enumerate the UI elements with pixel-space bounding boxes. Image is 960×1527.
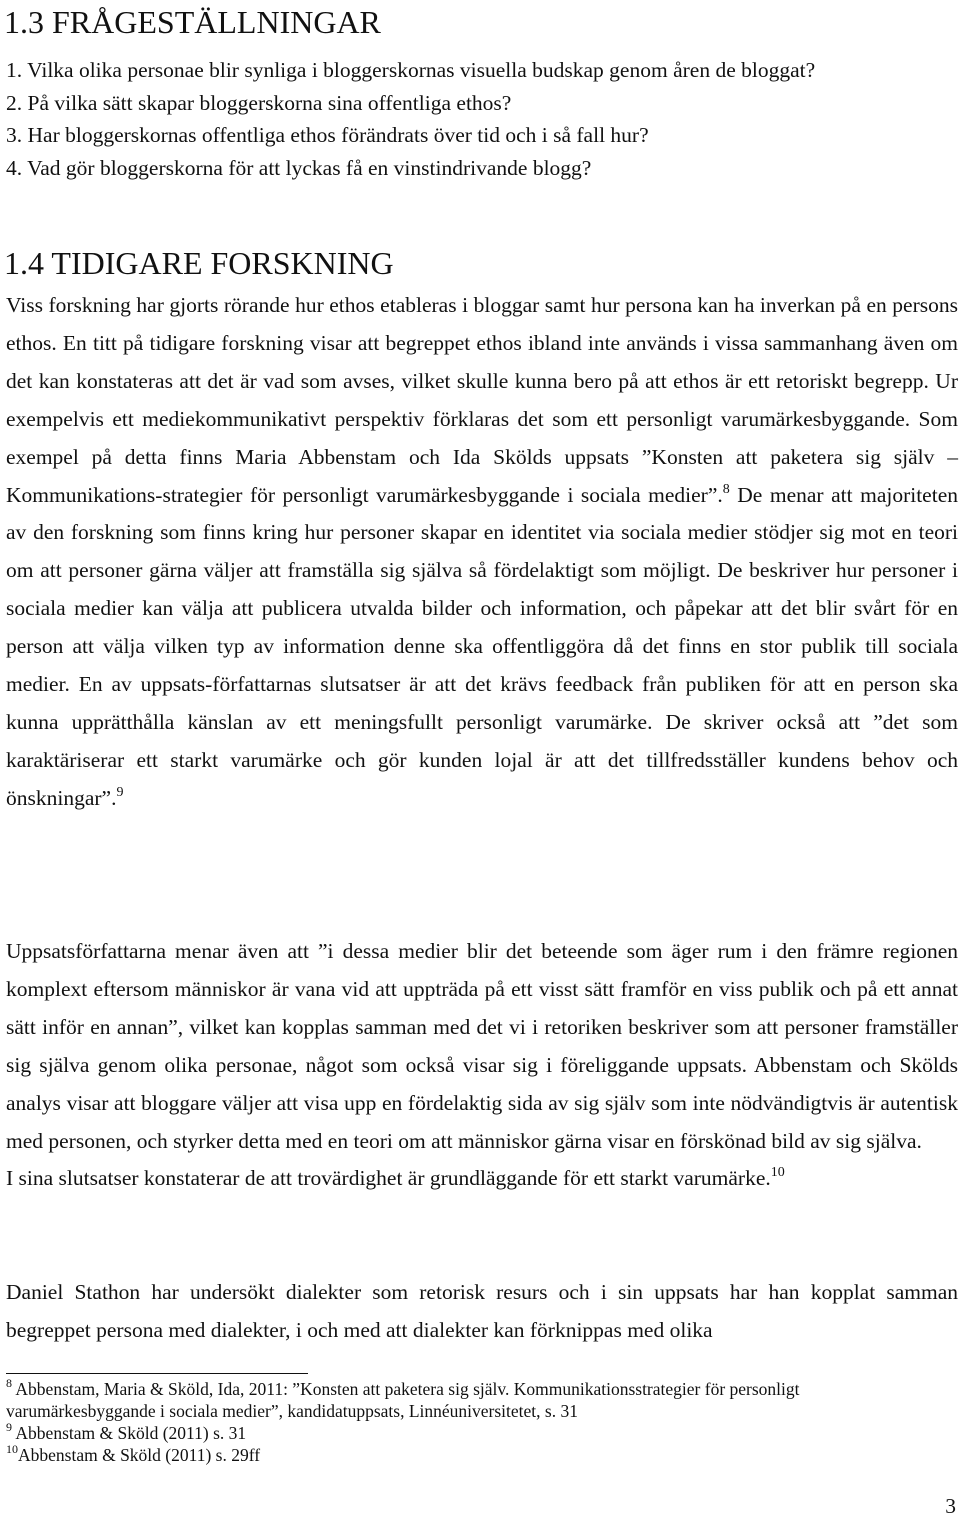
section-heading-fragestallningar: 1.3 FRÅGESTÄLLNINGAR [4,4,381,40]
footnote-number: 9 [6,1420,12,1434]
footnote-reference: 8 [722,481,730,497]
footnotes [6,1378,946,1466]
paragraph-text: De menar att majoriteten av den forskning som finns kring hur personer skapar en identitet via sociala medier stödjer sig mot en teori om att personer gärna väljer att framställa sig själva så fördelaktigt som möjligt. De beskriver hur personer i sociala medier kan välja att publicera utvalda bilder och information, och påpekar att det blir svårt för en person att välja vilken typ av information denne ska offentliggöra då det finns en stor publik till sociala medier. En av uppsats-författarnas slutsatser är att det krävs feedback från publiken för att en person ska kunna upprätthålla känslan av ett meningsfullt personligt varumärke. De skriver också att ”det som karaktäriserar ett starkt varumärke och gör kunden lojal är att det tillfredsställer kundens behov och önskningar”. [6,482,958,810]
research-questions-list [6,54,815,184]
page-number: 3 [945,1494,956,1518]
question-item: 1. Vilka olika personae blir synliga i bloggerskornas visuella budskap genom åren de bloggat? [6,58,816,82]
question-item: 4. Vad gör bloggerskorna för att lyckas få en vinstindrivande blogg? [6,155,592,180]
paragraph-text: I sina slutsatser konstaterar de att trovärdighet är grundläggande för ett starkt varumärke. [6,1166,771,1191]
question-item: 3. Har bloggerskornas offentliga ethos förändrats över tid och i så fall hur? [6,123,649,147]
footnote-text: Abbenstam & Sköld (2011) s. 31 [15,1423,247,1443]
body-paragraph [6,933,958,1198]
body-paragraph: Daniel Stathon har undersökt dialekter som retorisk resurs och i sin uppsats har han kopplat samman begreppet persona med dialekter, i och med att dialekter kan förknippas med olika [6,1280,958,1342]
footnote-text: Abbenstam & Sköld (2011) s. 29ff [18,1445,261,1465]
footnote [6,1422,946,1444]
footnote-text: Abbenstam, Maria & Sköld, Ida, 2011: ”Konsten att paketera sig själv. Kommunikationsstrategier för personligt varumärkesbyggande i sociala medier”, kandidatuppsats, Linnéuniversitetet, s. 31 [6,1379,800,1421]
paragraph-text: Viss forskning har gjorts rörande hur ethos etableras i bloggar samt hur persona kan ha inverkan på en persons ethos. En titt på tidigare forskning visar att begreppet ethos ibland inte används i vissa sammanhang även om det kan konstateras att det är vad som avses, vilket skulle kunna bero på att ethos är ett retoriskt begrepp. Ur exempelvis ett mediekommunikativt perspektiv förklaras det som ett personligt varumärkesbyggande. Som exempel på detta finns Maria Abbenstam och Ida Skölds uppsats ”Konsten att paketera sig själv – Kommunikations-strategier för personligt varumärkesbyggande i sociala medier”. [6,293,958,507]
paragraph-text: Uppsatsförfattarna menar även att ”i dessa medier blir det beteende som äger rum i den främre regionen komplext eftersom människor är vana vid att uppträda på ett visst sätt framför en viss publik och på ett annat sätt inför en annan”, vilket kan kopplas samman med det vi i retoriken beskriver som att personer framställer sig själva genom olika personae, något som också visar sig i föreliggande uppsats. Abbenstam och Skölds analys visar att bloggare väljer att visa upp en fördelaktig sida av sig själv som inte nödvändigtvis är autentisk med personen, och styrker detta med en teori om att människor gärna visar en förskönad bild av sig själva. [6,939,958,1153]
footnote-number: 10 [6,1442,18,1456]
body-paragraph [6,287,958,818]
footnote [6,1444,946,1466]
section-heading-tidigare-forskning: 1.4 TIDIGARE FORSKNING [4,245,394,281]
footnote-reference: 9 [116,784,124,800]
footnote-reference: 10 [770,1165,785,1181]
footnote [6,1378,946,1422]
footnote-separator [6,1373,308,1374]
question-item: 2. På vilka sätt skapar bloggerskorna sina offentliga ethos? [6,90,512,115]
footnote-number: 8 [6,1376,12,1390]
